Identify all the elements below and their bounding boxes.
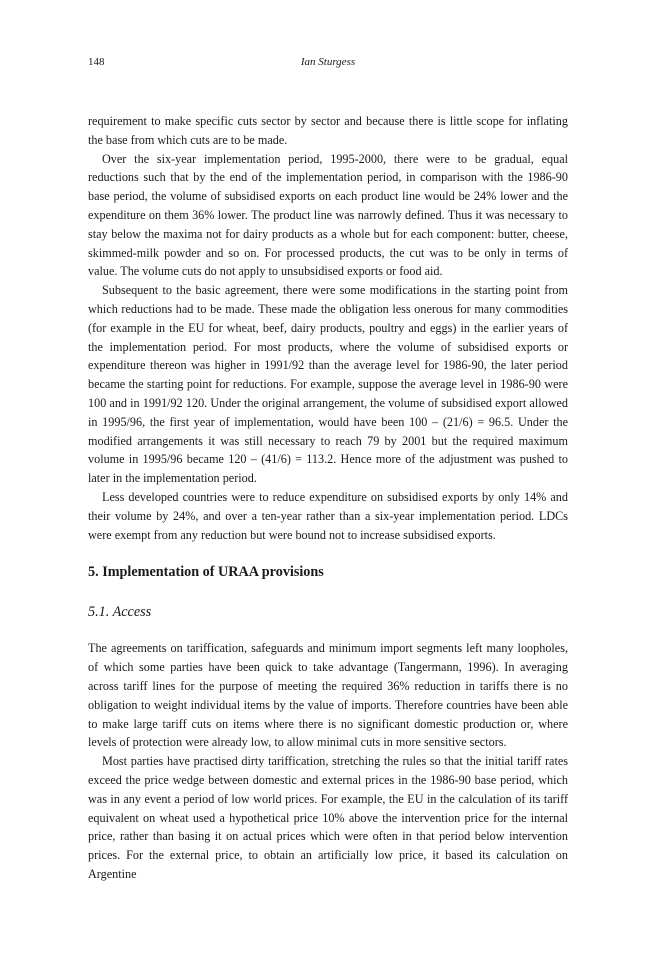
- body-text: [88, 112, 568, 884]
- subsection-heading: 5.1. Access: [88, 604, 152, 621]
- paragraph: Less developed countries were to reduce expenditure on subsidised exports by only 14% and their volume by 24%, and over a ten-year rather than a six-year implementation period. LDCs were exempt from any reduction but were bound not to increase subsidised exports.: [88, 489, 568, 542]
- running-head: Ian Sturgess: [300, 56, 356, 68]
- paragraph: Subsequent to the basic agreement, there were some modifications in the starting point from which reductions had to be made. These made the obligation less onerous for many commodities (for example in the EU for wheat, beef, dairy products, poultry and eggs) in the earlier years of the implementation period. For most products, where the volume of subsidised exports or expenditure thereon was higher in 1991/92 than the average level for 1986-90, the later period became the starting point for reductions. For example, suppose the average level in 1986-90 were 100 and in 1991/92 120. Under the original arrangement, the volume of subsidised export allowed in 1995/96, the first year of implementation, would have been 100 – (21/6) = 96.5. Under the modified arrangements it was still necessary to reach 79 by 2001 but the required maximum volume in 1995/96 became 120 – (41/6) = 113.2. Hence more of the adjustment was pushed to later in the implementation period.: [88, 283, 568, 486]
- page-header: [88, 56, 568, 76]
- paragraph: Most parties have practised dirty tariffication, stretching the rules so that the initial tariff rates exceed the price wedge between domestic and external prices in the 1986-90 base period, which was in any event a period of low world prices. For example, the EU in the calculation of its tariff equivalent on wheat used a hypothetical price 10% above the intervention price for the internal price, rather than basing it on actual prices which were often in that period below intervention prices. For the external price, to obtain an artificially low price, it based its calculation on Argentine: [88, 754, 568, 881]
- page-number: 148: [88, 56, 105, 68]
- paragraph: Over the six-year implementation period, 1995-2000, there were to be gradual, equal reductions such that by the end of the implementation period, in comparison with the 1986-90 base period, the volume of subsidised exports on each product line would be 24% lower and the expenditure on them 36% lower. The product line was narrowly defined. Thus it was necessary to stay below the maxima not for dairy products as a whole but for each component: butter, cheese, skimmed-milk powder and so on. For processed products, the cut was to be only in terms of value. The volume cuts do not apply to unsubsidised exports or food aid.: [88, 151, 568, 279]
- section-heading: 5. Implementation of URAA provisions: [88, 564, 324, 581]
- page: [88, 56, 568, 881]
- spacer: [88, 623, 568, 639]
- paragraph: requirement to make specific cuts sector by sector and because there is little scope for inflating the base from which cuts are to be made.: [88, 114, 568, 147]
- paragraph: The agreements on tariffication, safeguards and minimum import segments left many loopholes, of which some parties have been quick to take advantage (Tangermann, 1996). In averaging across tariff lines for the purpose of meeting the required 36% reduction in tariffs there is no obligation to weight individual items by the value of imports. Therefore countries have been able to make large tariff cuts on items where there is no significant domestic production or, where levels of protection were already low, to allow minimal cuts in more sensitive sectors.: [88, 641, 568, 750]
